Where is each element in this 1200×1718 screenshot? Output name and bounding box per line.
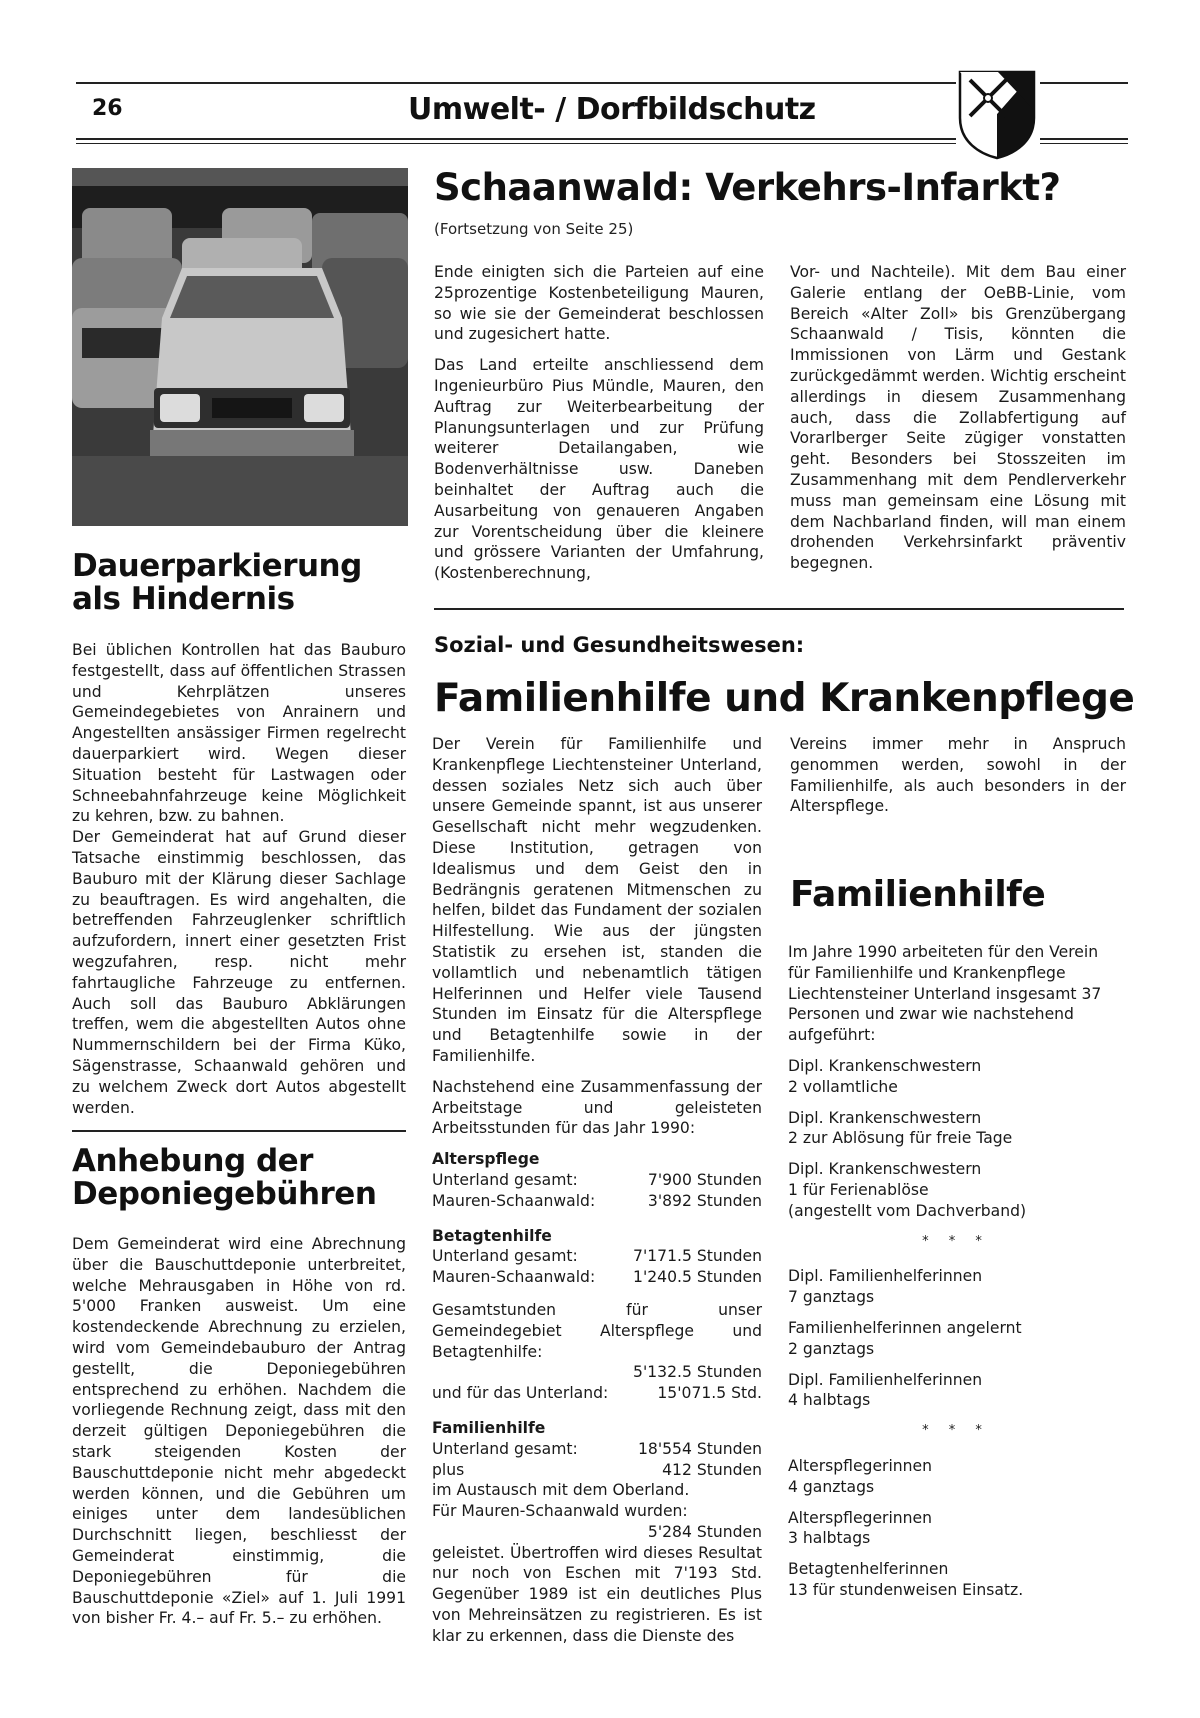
paragraph: Ende einigten sich die Parteien auf eine 25prozentige Kostenbeteiligung Mauren, so wie sie der Gemeinderat beschlossen und zugesichert hatte. (434, 263, 764, 344)
staff-role: Familienhelferinnen angelernt (788, 1318, 1022, 1337)
staff-role: Dipl. Krankenschwestern (788, 1160, 982, 1179)
continuation-note: (Fortsetzung von Seite 25) (434, 220, 634, 238)
headline-line: Dauerparkierung (72, 548, 362, 584)
stats-row (432, 1267, 762, 1288)
separator-stars: * * * (922, 1423, 990, 1439)
stats-row (432, 1170, 762, 1191)
staff-entry (788, 1108, 1124, 1150)
paragraph: geleistet. Übertroffen wird dieses Resultat nur noch von Eschen mit 7'193 Std. Gegenüber 1989 ist ein deutliches Plus von Mehreinsätzen zu registrieren. Es ist klar zu erkennen, dass die Dienste des (432, 1543, 762, 1645)
section-title: Umwelt- / Dorfbildschutz (408, 92, 816, 127)
familienhilfe-headline: Familienhilfe (790, 874, 1046, 915)
row-value: 412 Stunden (662, 1460, 762, 1479)
staff-entry (788, 1318, 1124, 1360)
left-article-1-headline (72, 550, 362, 617)
left-article-2-headline (72, 1145, 376, 1212)
staff-entry (788, 1456, 1124, 1498)
row-label: und für das Unterland: (432, 1384, 609, 1403)
staff-detail: 4 ganztags (788, 1477, 875, 1496)
left-article-1-body (72, 640, 406, 1128)
header-rule-bottom (76, 138, 956, 140)
row-value: 18'554 Stunden (637, 1439, 762, 1458)
paragraph: Der Verein für Familienhilfe und Krankenpflege Liechtensteiner Unterland, dessen soziales Netz sich auch über unsere Gemeinde spannt, ist aus unserer Gesellschaft nicht mehr wegzudenken. Diese Institution, getragen von Idealismus und dem Geist den in Bedrängnis geratenen Mitmenschen zu helfen, bildet das Fundament der sozialen Hilfestellung. Wie aus der jüngsten Statistik zu ersehen ist, standen die vollamtlich und nebenamtlich tätigen Helferinnen und Helfer viele Tausend Stunden im Einsatz für die Alterspflege und Betagtenhilfe sowie in der Familienhilfe. (432, 735, 762, 1065)
header-rule-bottom-right-thin (1040, 143, 1128, 144)
row-value: 15'071.5 Std. (657, 1384, 762, 1403)
staff-detail: 4 halbtags (788, 1391, 871, 1410)
main-article-column-2 (790, 262, 1126, 584)
staff-detail: 2 vollamtliche (788, 1077, 898, 1096)
header-rule-top (76, 82, 956, 84)
staff-detail: 3 halbtags (788, 1529, 871, 1548)
social-section-label: Sozial- und Gesundheitswesen: (434, 633, 805, 657)
staff-entry (788, 1508, 1124, 1550)
main-article-column-1 (434, 262, 764, 594)
staff-detail: 2 zur Ablösung für freie Tage (788, 1129, 1013, 1148)
row-label: Unterland gesamt: (432, 1170, 578, 1189)
paragraph: Im Jahre 1990 arbeiteten für den Verein für Familienhilfe und Krankenpflege Liechtensteiner Unterland insgesamt 37 Personen und zwar wie nachstehend aufgeführt: (788, 943, 1102, 1045)
main-headline: Schaanwald: Verkehrs-Infarkt? (434, 166, 1061, 209)
staff-detail: 2 ganztags (788, 1339, 875, 1358)
paragraph: Der Gemeinderat hat auf Grund dieser Tatsache einstimmig beschlossen, das Bauburo mit der Klärung dieser Sachlage zu beauftragen. Es wird angehalten, die betreffenden Fahrzeuglenker schriftlich aufzufordern, innert einer gesetzten Frist wegzufahren, resp. nicht mehr fahrtaugliche Fahrzeuge zu entfernen. Auch soll das Bauburo Abklärungen treffen, wem die abgestellten Autos ohne Nummernschildern bei der Firma Küko, Sägenstrasse, Schaanwald gehören und zu welchem Zweck dort Autos abgestellt werden. (72, 828, 406, 1117)
stats-row (432, 1439, 762, 1460)
stats-row (432, 1383, 762, 1404)
familienhilfe-label: Familienhilfe (432, 1418, 546, 1437)
staff-detail: 7 ganztags (788, 1288, 875, 1307)
headline-line: Deponiegebühren (72, 1176, 377, 1213)
total-text: Gesamtstunden für unser Gemeindegebiet Alterspflege und Betagtenhilfe: (432, 1300, 762, 1361)
row-label: Unterland gesamt: (432, 1439, 578, 1458)
staff-role: Dipl. Krankenschwestern (788, 1056, 982, 1075)
staff-role: Dipl. Familienhelferinnen (788, 1370, 983, 1389)
parked-cars-photo (72, 168, 408, 526)
row-value: 1'240.5 Stunden (633, 1268, 762, 1287)
separator-stars: * * * (922, 1233, 990, 1249)
header-rule-top-right (1040, 82, 1128, 84)
header-rule-bottom-right (1040, 138, 1128, 140)
text-line: Für Mauren-Schaanwald wurden: (432, 1502, 688, 1521)
staff-role: Dipl. Familienhelferinnen (788, 1267, 983, 1286)
text-line: im Austausch mit dem Oberland. (432, 1481, 690, 1500)
row-label: Unterland gesamt: (432, 1247, 578, 1266)
staff-role: Dipl. Krankenschwestern (788, 1108, 982, 1127)
staff-role: Betagtenhelferinnen (788, 1560, 949, 1579)
social-column-1 (432, 734, 762, 1657)
page-number: 26 (92, 96, 123, 121)
section-divider (434, 608, 1124, 610)
row-label: Mauren-Schaanwald: (432, 1191, 596, 1210)
row-value: 7'171.5 Stunden (633, 1247, 762, 1266)
coat-of-arms-icon (958, 70, 1036, 160)
header-rule-bottom-thin (76, 143, 956, 144)
row-label: Mauren-Schaanwald: (432, 1268, 596, 1287)
row-value: 5'284 Stunden (647, 1522, 762, 1541)
headline-line: als Hindernis (72, 581, 295, 618)
stats-row (432, 1246, 762, 1267)
staff-entry (788, 1266, 1124, 1308)
staff-role: Alterspflegerinnen (788, 1508, 933, 1527)
paragraph: Nachstehend eine Zusammenfassung der Arbeitstage und geleisteten Arbeitsstunden für das Jahr 1990: (432, 1077, 762, 1138)
familienhilfe-column (788, 942, 1124, 1611)
staff-role: Alterspflegerinnen (788, 1456, 933, 1475)
social-column-2 (790, 734, 1126, 827)
paragraph: Das Land erteilte anschliessend dem Ingenieurbüro Pius Mündle, Mauren, den Auftrag zur Weiterbearbeitung der Planungsunterlagen und zur Prüfung weiterer Detailangaben, wie Bodenverhältnisse usw. Daneben beinhaltet der Auftrag auch die Ausarbeitung von genaueren Angaben zur Vorentscheidung über die kleinere und grössere Varianten der Umfahrung, (Kostenberechnung, (434, 356, 764, 583)
paragraph: Vereins immer mehr in Anspruch genommen werden, sowohl in der Familienhilfe, als auch besonders in der Alterspflege. (790, 735, 1126, 816)
left-divider (72, 1130, 406, 1132)
stats-row (432, 1460, 762, 1481)
paragraph: Dem Gemeinderat wird eine Abrechnung über die Bauschuttdeponie unterbreitet, welche Mehrausgaben in Höhe von rd. 5'000 Franken ausweist. Um eine kostendeckende Abrechnung zu erzielen, wird vom Gemeindebauburo der Antrag gestellt, die Deponiegebühren entsprechend zu erhöhen. Nachdem die vorliegende Rechnung zeigt, dass mit den derzeit gültigen Deponiegebühren die stark steigenden Kosten der Bauschuttdeponie nicht mehr abgedeckt werden können, und die Gebühren um einiges unter dem landesüblichen Durchschnitt liegen, beschliesst der Gemeinderat einstimmig, die Deponiegebühren für die Bauschuttdeponie «Ziel» auf 1. Juli 1991 von bisher Fr. 4.– auf Fr. 5.– zu erhöhen. (72, 1235, 406, 1628)
paragraph: Vor- und Nachteile). Mit dem Bau einer Galerie entlang der OeBB-Linie, vom Bereich «Alter Zoll» bis Grenzübergang Schaanwald / Tisis, könnten die Immissionen von Lärm und Gestank zurückgedämmt werden. Wichtig erscheint allerdings in diesem Zusammenhang auch, dass die Zollabfertigung auf Vorarlberger Seite zügiger vonstatten geht. Besonders bei Stosszeiten im Zusammenhang mit dem Pendlerverkehr muss man gemeinsam eine Lösung mit dem Nachbarland finden, will man einem drohenden Verkehrsinfarkt präventiv begegnen. (790, 263, 1126, 573)
social-headline: Familienhilfe und Krankenpflege (434, 676, 1135, 721)
staff-detail: 13 für stundenweisen Einsatz. (788, 1580, 1024, 1599)
headline-line: Anhebung der (72, 1143, 313, 1179)
row-label: plus (432, 1460, 465, 1479)
staff-entry (788, 1370, 1124, 1412)
staff-detail: 1 für Ferienablöse (788, 1180, 929, 1199)
row-value: 7'900 Stunden (647, 1170, 762, 1189)
stats-row (432, 1191, 762, 1212)
betagtenhilfe-label: Betagtenhilfe (432, 1226, 552, 1245)
staff-detail: (angestellt vom Dachverband) (788, 1201, 1027, 1220)
row-value: 3'892 Stunden (647, 1191, 762, 1210)
left-article-2-body (72, 1234, 406, 1639)
total-value: 5'132.5 Stunden (633, 1363, 762, 1382)
alterspflege-label: Alterspflege (432, 1150, 540, 1169)
staff-entry (788, 1159, 1124, 1221)
staff-entry (788, 1056, 1124, 1098)
staff-entry (788, 1559, 1124, 1601)
paragraph: Bei üblichen Kontrollen hat das Bauburo festgestellt, dass auf öffentlichen Strassen und Kehrplätzen unseres Gemeindegebietes von Anrainern und Angestellten ansässiger Firmen regelrecht dauerparkiert wird. Wegen dieser Situation besteht für Lastwagen oder Schneebahnfahrzeuge keine Möglichkeit zu kehren, bzw. zu bahnen. (72, 641, 406, 826)
